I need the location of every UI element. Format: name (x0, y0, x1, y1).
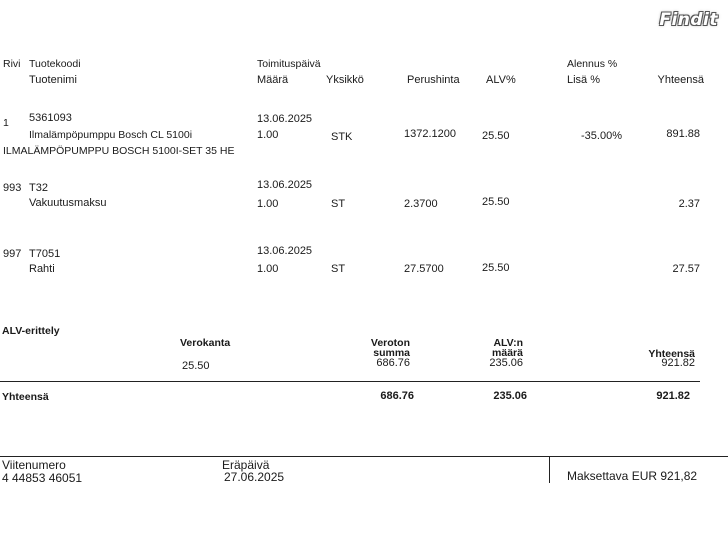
product-description: ILMALÄMPÖPUMPPU BOSCH 5100I-SET 35 HE (3, 145, 235, 157)
vat-net-header-2: summa (373, 347, 410, 359)
header-tuotekoodi: Tuotekoodi (29, 58, 81, 70)
footer-top-line (0, 456, 728, 457)
vat-percent: 25.50 (482, 262, 510, 274)
product-code: T32 (29, 182, 48, 194)
vat-amount-header-1: ALV:n (493, 337, 523, 349)
line-total: 2.37 (678, 198, 700, 210)
vat-net-header-1: Veroton (370, 337, 410, 349)
totals-label: Yhteensä (2, 391, 49, 403)
base-price: 27.5700 (404, 263, 444, 275)
vat-percent: 25.50 (482, 130, 510, 142)
footer-divider (549, 456, 550, 483)
header-perushinta: Perushinta (407, 74, 460, 86)
header-rivi: Rivi (3, 58, 21, 70)
quantity: 1.00 (257, 198, 279, 210)
quantity: 1.00 (257, 263, 279, 275)
vat-rate-header: Verokanta (180, 337, 231, 349)
row-number: 993 (3, 182, 22, 194)
unit: STK (331, 131, 353, 143)
base-price: 2.3700 (404, 198, 438, 210)
totals-vat: 235.06 (493, 390, 527, 402)
amount-due: Maksettava EUR 921,82 (567, 469, 698, 483)
due-date-value: 27.06.2025 (224, 470, 285, 484)
line-total: 891.88 (666, 128, 700, 140)
delivery-date: 13.06.2025 (257, 245, 313, 257)
due-date-label: Eräpäivä (222, 458, 270, 472)
header-alennus: Alennus % (567, 58, 618, 70)
reference-number: 4 44853 46051 (2, 471, 83, 485)
reference-label: Viitenumero (2, 458, 66, 472)
vat-percent: 25.50 (482, 196, 510, 208)
quantity: 1.00 (257, 129, 279, 141)
vat-breakdown-title: ALV-erittely (2, 325, 60, 337)
discount: -35.00% (581, 130, 622, 142)
row-number: 997 (3, 248, 22, 260)
vat-amount-header-2: määrä (492, 347, 523, 359)
totals-net: 686.76 (380, 390, 414, 402)
vat-total-header: Yhteensä (648, 348, 695, 360)
vat-amount-value: 235.06 (489, 357, 523, 369)
findit-logo: Findit (659, 10, 718, 30)
delivery-date: 13.06.2025 (257, 179, 313, 191)
totals-total: 921.82 (656, 390, 690, 402)
unit: ST (331, 263, 346, 275)
product-code: T7051 (29, 248, 61, 260)
totals-divider (0, 381, 700, 382)
header-yksikko: Yksikkö (326, 74, 364, 86)
product-name: Vakuutusmaksu (29, 197, 107, 209)
header-alv: ALV% (486, 74, 516, 86)
header-toimituspaiva: Toimituspäivä (257, 58, 321, 70)
header-lisa: Lisä % (567, 74, 601, 86)
header-maara: Määrä (257, 74, 289, 86)
product-name: Ilmalämpöpumppu Bosch CL 5100i (29, 129, 193, 141)
vat-total-value: 921.82 (661, 357, 695, 369)
product-code: 5361093 (29, 112, 72, 124)
unit: ST (331, 198, 346, 210)
delivery-date: 13.06.2025 (257, 113, 313, 125)
row-number: 1 (3, 117, 9, 129)
base-price: 1372.1200 (404, 128, 456, 140)
vat-net-value: 686.76 (376, 357, 410, 369)
header-tuotenimi: Tuotenimi (29, 74, 77, 86)
line-total: 27.57 (672, 263, 700, 275)
vat-rate-value: 25.50 (182, 360, 210, 372)
product-name: Rahti (29, 263, 55, 275)
header-yhteensa: Yhteensä (657, 74, 704, 86)
